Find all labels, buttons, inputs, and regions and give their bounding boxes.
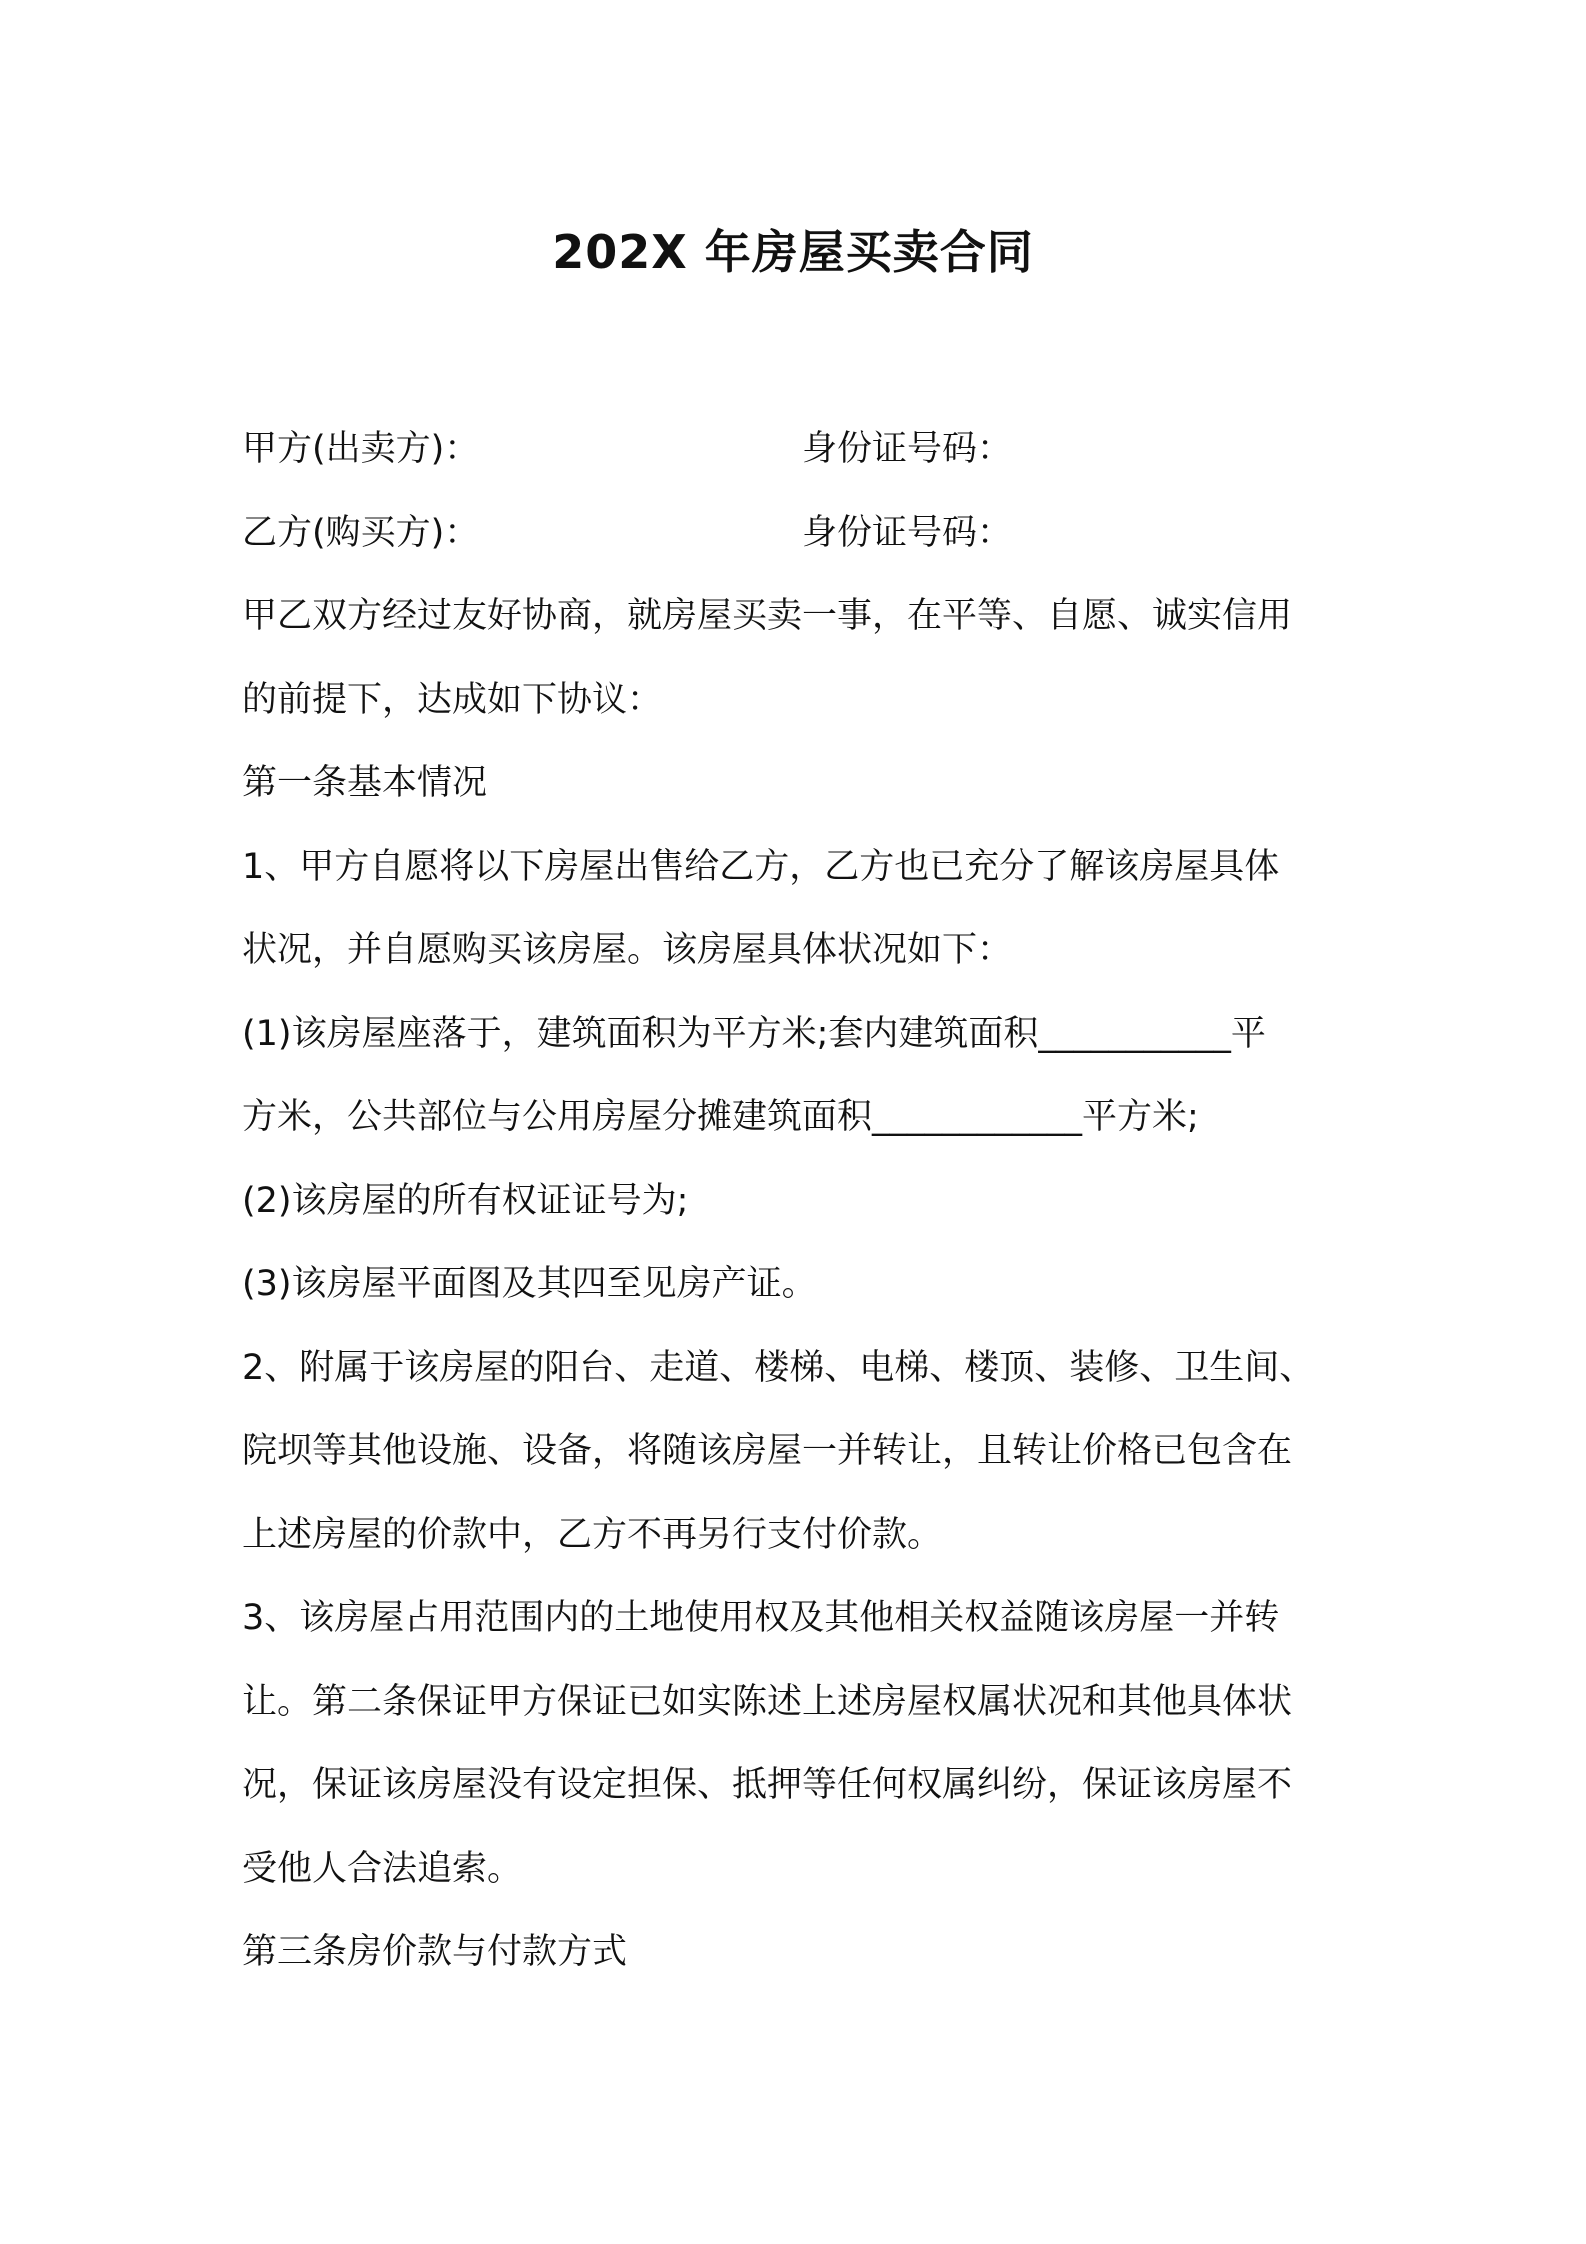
party-b-id-label: 身份证号码： [802,512,1013,553]
article-1-heading: 第一条基本情况 [242,763,488,803]
text-line-12: 上述房屋的价款中，乙方不再另行支付价款。 [242,1514,943,1555]
document-body [242,408,1372,1995]
text-line-13: 3、该房屋占用范围内的土地使用权及其他相关权益随该房屋一并转 [242,1598,1280,1638]
text-line-2: 的前提下，达成如下协议： [242,679,663,720]
text-line-10: 2、附属于该房屋的阳台、走道、楼梯、电梯、楼顶、装修、卫生间、 [242,1347,1315,1388]
party-b-label: 乙方(购买方)： [242,512,480,553]
text-line-15: 况，保证该房屋没有设定担保、抵押等任何权属纠纷，保证该房屋不 [242,1765,1293,1805]
article-3-heading: 第三条房价款与付款方式 [242,1932,628,1972]
party-a-row [242,408,1372,492]
text-line-5: 状况，并自愿购买该房屋。该房屋具体状况如下： [242,930,1013,970]
text-line-11: 院坝等其他设施、设备，将随该房屋一并转让，且转让价格已包含在 [242,1431,1293,1471]
text-line-6: (1)该房屋座落于，建筑面积为平方米;套内建筑面积___________平 [242,1013,1266,1054]
text-line-16: 受他人合法追索。 [242,1848,523,1889]
text-line-8: (2)该房屋的所有权证证号为; [242,1180,689,1221]
text-line-9: (3)该房屋平面图及其四至见房产证。 [242,1264,817,1304]
party-b-row [242,492,1372,576]
text-line-7: 方米，公共部位与公用房屋分摊建筑面积____________平方米; [242,1097,1199,1137]
party-a-id-label: 身份证号码： [802,429,1013,469]
text-line-14: 让。第二条保证甲方保证已如实陈述上述房屋权属状况和其他具体状 [242,1681,1293,1722]
party-a-label: 甲方(出卖方)： [242,429,480,469]
text-line-4: 1、甲方自愿将以下房屋出售给乙方，乙方也已充分了解该房屋具体 [242,846,1280,887]
text-line-1: 甲乙双方经过友好协商，就房屋买卖一事，在平等、自愿、诚实信用 [242,596,1293,636]
document-title: 202X 年房屋买卖合同 [552,225,1034,279]
